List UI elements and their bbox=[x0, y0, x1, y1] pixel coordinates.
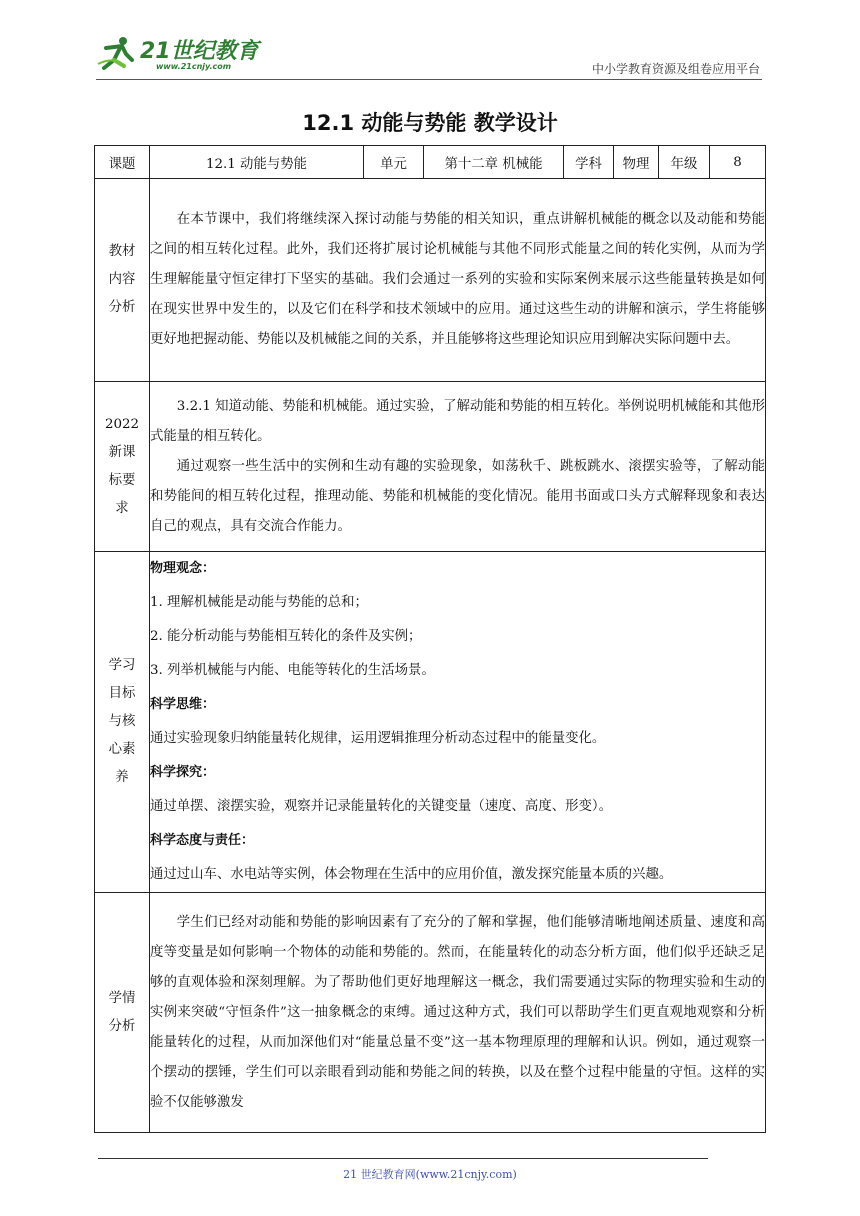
goal-heading: 科学思维： bbox=[150, 697, 216, 712]
student-analysis-label: 学情 分析 bbox=[95, 893, 150, 1133]
unit-label: 单元 bbox=[364, 146, 424, 179]
textbook-analysis-row bbox=[95, 179, 766, 382]
info-row bbox=[95, 146, 766, 179]
learning-goals-label: 学习 目标 与核 心素 养 bbox=[95, 552, 150, 893]
subject-value: 物理 bbox=[614, 146, 659, 179]
goal-heading: 科学探究： bbox=[150, 765, 216, 780]
goal-item: 2. 能分析动能与势能相互转化的条件及实例； bbox=[150, 629, 422, 644]
goal-text: 通过实验现象归纳能量转化规律，运用逻辑推理分析动态过程中的能量变化。 bbox=[150, 731, 606, 746]
subject-label: 学科 bbox=[564, 146, 614, 179]
platform-name: 中小学教育资源及组卷应用平台 bbox=[591, 62, 760, 76]
textbook-analysis-label: 教材 内容 分析 bbox=[95, 179, 150, 382]
curriculum-standards-row bbox=[95, 382, 766, 552]
curriculum-standards-label: 2022 新课 标要 求 bbox=[95, 382, 150, 552]
goal-text: 通过过山车、水电站等实例，体会物理在生活中的应用价值，激发探究能量本质的兴趣。 bbox=[150, 867, 673, 882]
unit-value: 第十二章 机械能 bbox=[424, 146, 564, 179]
student-analysis-row bbox=[95, 893, 766, 1133]
grade-value: 8 bbox=[710, 146, 766, 179]
site-logo[interactable] bbox=[96, 28, 266, 78]
footer-link[interactable]: 21 世纪教育网(www.21cnjy.com) bbox=[343, 1168, 517, 1181]
runner-logo-icon bbox=[96, 34, 138, 74]
student-analysis-content: 学生们已经对动能和势能的影响因素有了充分的了解和掌握，他们能够清晰地阐述质量、速度和高度等变量是如何影响一个物体的动能和势能的。然而，在能量转化的动态分析方面，他们似乎还缺乏足够的直观体验和深刻理解。为了帮助他们更好地理解这一概念，我们需要通过实际的物理实验和生动的实例来突破“守恒条件”这一抽象概念的束缚。通过这种方式，我们可以帮助学生们更直观地观察和分析能量转化的过程，从而加深他们对“能量总量不变”这一基本物理原理的理解和认识。例如，通过观察一个摆动的摆锤，学生们可以亲眼看到动能和势能之间的转换，以及在整个过程中能量的守恒。这样的实验不仅能够激发 bbox=[150, 893, 766, 1133]
document-title: 12.1 动能与势能 教学设计 bbox=[302, 111, 558, 135]
header-divider bbox=[96, 79, 762, 80]
course-value: 12.1 动能与势能 bbox=[150, 146, 364, 179]
textbook-analysis-content: 在本节课中，我们将继续深入探讨动能与势能的相关知识，重点讲解机械能的概念以及动能和势能之间的相互转化过程。此外，我们还将扩展讨论机械能与其他不同形式能量之间的转化实例，从而为学生理解能量守恒定律打下坚实的基础。我们会通过一系列的实验和实际案例来展示这些能量转换是如何在现实世界中发生的，以及它们在科学和技术领域中的应用。通过这些生动的讲解和演示，学生将能够更好地把握动能、势能以及机械能之间的关系，并且能够将这些理论知识应用到解决实际问题中去。 bbox=[150, 179, 766, 382]
goal-text: 通过单摆、滚摆实验，观察并记录能量转化的关键变量（速度、高度、形变）。 bbox=[150, 799, 612, 814]
goal-heading: 科学态度与责任： bbox=[150, 833, 255, 848]
goal-item: 3. 列举机械能与内能、电能等转化的生活场景。 bbox=[150, 663, 435, 678]
learning-goals-row bbox=[95, 552, 766, 893]
goal-heading: 物理观念： bbox=[150, 561, 216, 576]
page-header bbox=[96, 28, 762, 80]
logo-text: 21世纪教育 bbox=[140, 39, 259, 64]
goal-item: 1. 理解机械能是动能与势能的总和； bbox=[150, 595, 368, 610]
grade-label: 年级 bbox=[659, 146, 710, 179]
lesson-plan-table bbox=[94, 145, 766, 1133]
footer-divider bbox=[98, 1158, 708, 1159]
curriculum-standards-content: 3.2.1 知道动能、势能和机械能。通过实验，了解动能和势能的相互转化。举例说明机械能和其他形式能量的相互转化。 通过观察一些生活中的实例和生动有趣的实验现象，如荡秋千、跳板跳水、滚摆实验等，了解动能和势能间的相互转化过程，推理动能、势能和机械能的变化情况。能用书面或口头方式解释现象和表达自己的观点，具有交流合作能力。 bbox=[150, 382, 766, 552]
course-label: 课题 bbox=[95, 146, 150, 179]
logo-url: www.21cnjy.com bbox=[156, 62, 232, 71]
learning-goals-content bbox=[150, 552, 766, 893]
